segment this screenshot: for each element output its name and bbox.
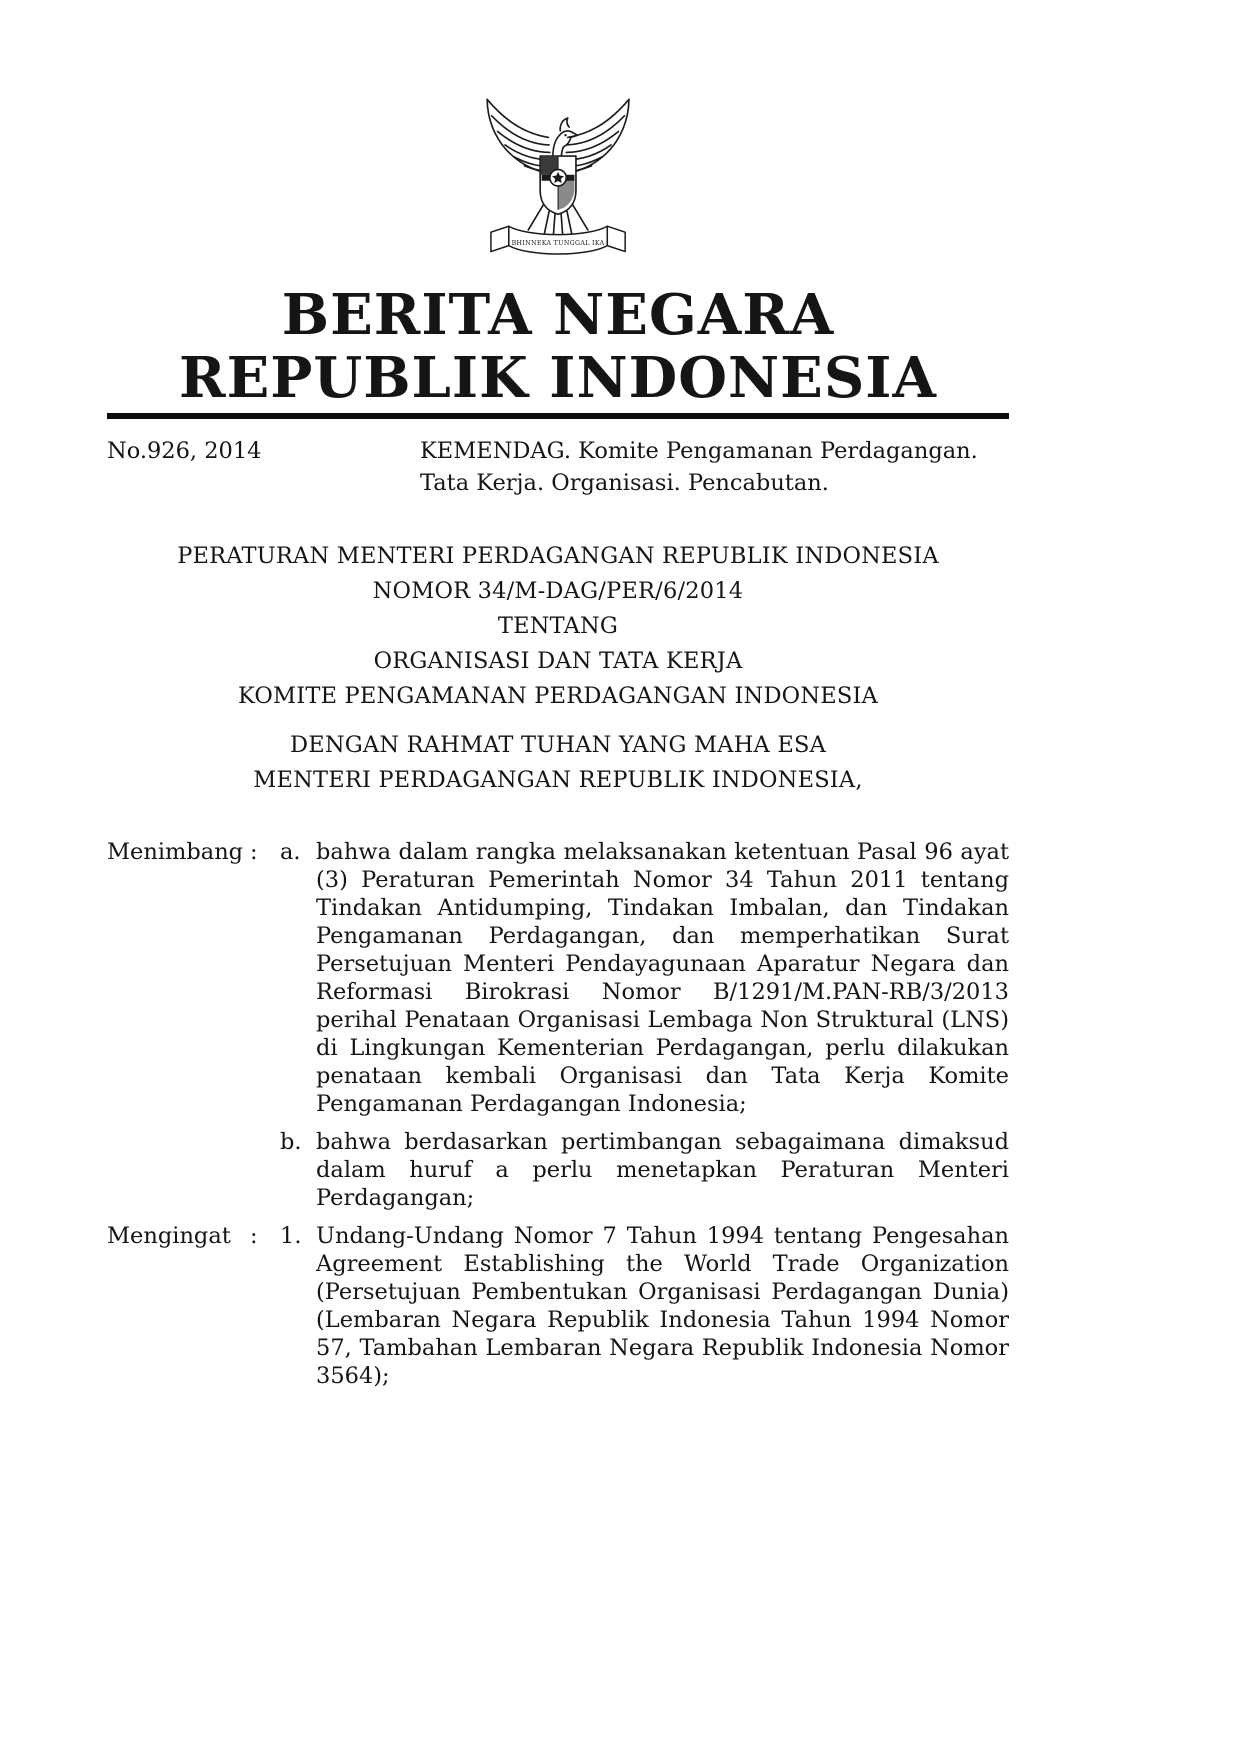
mengingat-colon: : [250, 1223, 258, 1249]
document-content [107, 86, 1009, 1390]
considerations-item-a [107, 838, 1009, 1118]
item-b-text: bahwa berdasarkan pertimbangan sebagaimana dimaksud dalam huruf a perlu menetapkan Peraturan Menteri Perdagangan; [316, 1129, 1009, 1211]
empty-label-cell [107, 1128, 250, 1212]
considerations-item-b [107, 1128, 1009, 1212]
authority-line: MENTERI PERDAGANGAN REPUBLIK INDONESIA, [253, 767, 863, 793]
empty-colon-cell [250, 1128, 280, 1212]
subject-abstract-line-2: Tata Kerja. Organisasi. Pencabutan. [420, 470, 829, 496]
pancasila-shield [540, 156, 576, 214]
regulation-title-line-5: KOMITE PENGAMANAN PERDAGANGAN INDONESIA [238, 683, 878, 709]
subject-abstract-line-1: KEMENDAG. Komite Pengamanan Perdagangan. [420, 438, 978, 464]
menimbang-label: Menimbang [107, 839, 244, 865]
item-1-text: Undang-Undang Nomor 7 Tahun 1994 tentang Pengesahan Agreement Establishing the World Trade Organization (Persetujuan Pembentukan Organisasi Perdagangan Dunia) (Lembaran Negara Republik Indonesia Tahun 1994 Nomor 57, Tambahan Lembaran Negara Republik Indonesia Nomor 3564); [316, 1223, 1009, 1389]
masthead-line-2: REPUBLIK INDONESIA [179, 345, 937, 411]
item-a-marker: a. [280, 839, 301, 865]
item-a-text: bahwa dalam rangka melaksanakan ketentuan Pasal 96 ayat (3) Peraturan Pemerintah Nomor 34 Tahun 2011 tentang Tindakan Antidumping, Tindakan Imbalan, dan Tindakan Pengamanan Perdagangan, dan memperhatikan Surat Persetujuan Menteri Pendayagunaan Aparatur Negara dan Reformasi Birokrasi Nomor B/1291/M.PAN-RB/3/2013 perihal Penataan Organisasi Lembaga Non Struktural (LNS) di Lingkungan Kementerian Perdagangan, perlu dilakukan penataan kembali Organisasi dan Tata Kerja Komite Pengamanan Perdagangan Indonesia; [316, 839, 1009, 1117]
masthead-line-1: BERITA NEGARA [281, 282, 835, 348]
emblem-motto-text: BHINNEKA TUNGGAL IKA [511, 239, 605, 247]
item-b-marker: b. [280, 1129, 302, 1155]
invocation-line: DENGAN RAHMAT TUHAN YANG MAHA ESA [289, 732, 827, 758]
issue-number: No.926, 2014 [107, 438, 262, 464]
mengingat-label: Mengingat [107, 1223, 231, 1249]
regulation-title-line-1: PERATURAN MENTERI PERDAGANGAN REPUBLIK INDONESIA [177, 543, 939, 569]
legal-basis-item-1 [107, 1222, 1009, 1390]
masthead-rule [107, 413, 1009, 419]
regulation-title-line-4: ORGANISASI DAN TATA KERJA [373, 648, 743, 674]
menimbang-colon: : [250, 839, 258, 865]
regulation-title-line-2: NOMOR 34/M-DAG/PER/6/2014 [372, 578, 744, 604]
garuda-pancasila-emblem-icon [476, 86, 640, 268]
regulation-title-line-3: TENTANG [497, 613, 619, 639]
regulation-title-block [107, 539, 1009, 714]
item-1-marker: 1. [280, 1223, 302, 1249]
invocation-block [107, 728, 1009, 798]
subject-abstract [420, 435, 1009, 499]
masthead [107, 284, 1009, 410]
issue-row [107, 435, 1009, 499]
